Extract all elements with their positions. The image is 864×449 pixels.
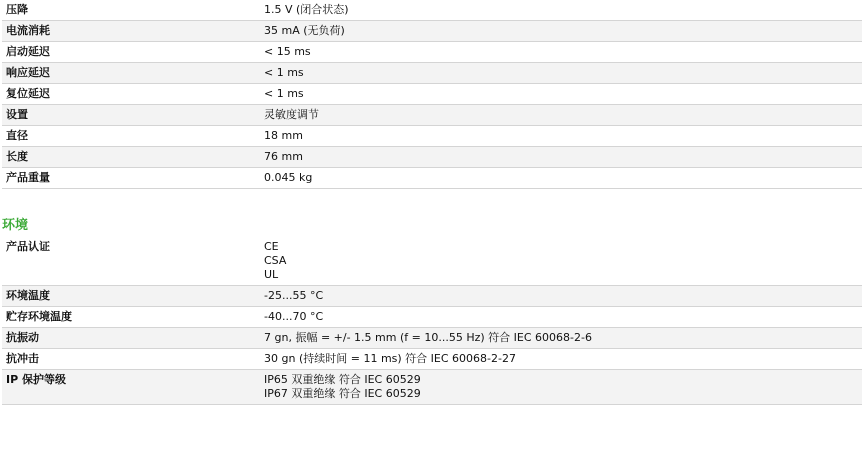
spec-value-line: 30 gn (持续时间 = 11 ms) 符合 IEC 60068-2-27 bbox=[264, 352, 516, 365]
spec-value-line: < 1 ms bbox=[264, 87, 304, 100]
spec-value bbox=[260, 0, 862, 21]
spec-label: 压降 bbox=[2, 0, 260, 21]
spec-value bbox=[260, 370, 862, 405]
spec-label: 环境温度 bbox=[2, 286, 260, 307]
spec-row bbox=[2, 168, 862, 189]
spec-value bbox=[260, 21, 862, 42]
spec-row bbox=[2, 147, 862, 168]
spec-table-general bbox=[2, 0, 862, 189]
spec-table-environment bbox=[2, 237, 862, 405]
spec-label: 抗冲击 bbox=[2, 349, 260, 370]
spec-row bbox=[2, 126, 862, 147]
spec-value-line: < 1 ms bbox=[264, 66, 304, 79]
spec-value bbox=[260, 286, 862, 307]
spec-label: 产品重量 bbox=[2, 168, 260, 189]
spec-value-line: IP65 双重绝缘 符合 IEC 60529 bbox=[264, 373, 421, 386]
spec-value-line: 0.045 kg bbox=[264, 171, 313, 184]
spec-row bbox=[2, 286, 862, 307]
spec-value-line: 7 gn, 振幅 = +/- 1.5 mm (f = 10...55 Hz) 符合 IEC 60068-2-6 bbox=[264, 331, 592, 344]
spec-value-line: -25...55 °C bbox=[264, 289, 324, 302]
spec-label: 设置 bbox=[2, 105, 260, 126]
spec-row bbox=[2, 237, 862, 286]
spec-row bbox=[2, 370, 862, 405]
spec-value-line: -40...70 °C bbox=[264, 310, 324, 323]
spec-value bbox=[260, 63, 862, 84]
spec-row bbox=[2, 349, 862, 370]
spec-value bbox=[260, 168, 862, 189]
spec-row bbox=[2, 42, 862, 63]
spec-row bbox=[2, 84, 862, 105]
spec-value-line: CE bbox=[264, 240, 279, 253]
spec-label: 响应延迟 bbox=[2, 63, 260, 84]
spec-row bbox=[2, 21, 862, 42]
spec-row bbox=[2, 63, 862, 84]
spec-value-line: UL bbox=[264, 268, 279, 281]
spec-value bbox=[260, 307, 862, 328]
spec-value-line: 35 mA (无负荷) bbox=[264, 24, 345, 37]
spec-value-line: < 15 ms bbox=[264, 45, 311, 58]
spec-value bbox=[260, 147, 862, 168]
spec-label: 复位延迟 bbox=[2, 84, 260, 105]
spec-label: 抗振动 bbox=[2, 328, 260, 349]
spec-value-line: 灵敏度调节 bbox=[264, 108, 319, 121]
spec-value bbox=[260, 42, 862, 63]
spec-value bbox=[260, 328, 862, 349]
spec-value bbox=[260, 126, 862, 147]
spec-row bbox=[2, 105, 862, 126]
spec-value bbox=[260, 237, 862, 286]
spec-label: 直径 bbox=[2, 126, 260, 147]
spec-label: 启动延迟 bbox=[2, 42, 260, 63]
spec-value bbox=[260, 349, 862, 370]
spec-value-line: 76 mm bbox=[264, 150, 303, 163]
spec-value-line: 1.5 V (闭合状态) bbox=[264, 3, 349, 16]
spec-value-line: 18 mm bbox=[264, 129, 303, 142]
spec-row bbox=[2, 307, 862, 328]
spec-label: 长度 bbox=[2, 147, 260, 168]
spec-row bbox=[2, 328, 862, 349]
spec-label: IP 保护等级 bbox=[2, 370, 260, 405]
spec-row bbox=[2, 0, 862, 21]
spec-value bbox=[260, 105, 862, 126]
spec-value-line: CSA bbox=[264, 254, 287, 267]
spec-value bbox=[260, 84, 862, 105]
spec-label: 贮存环境温度 bbox=[2, 307, 260, 328]
spec-label: 电流消耗 bbox=[2, 21, 260, 42]
spec-value-line: IP67 双重绝缘 符合 IEC 60529 bbox=[264, 387, 421, 400]
spec-label: 产品认证 bbox=[2, 237, 260, 286]
section-title-environment: 环境 bbox=[2, 218, 29, 233]
